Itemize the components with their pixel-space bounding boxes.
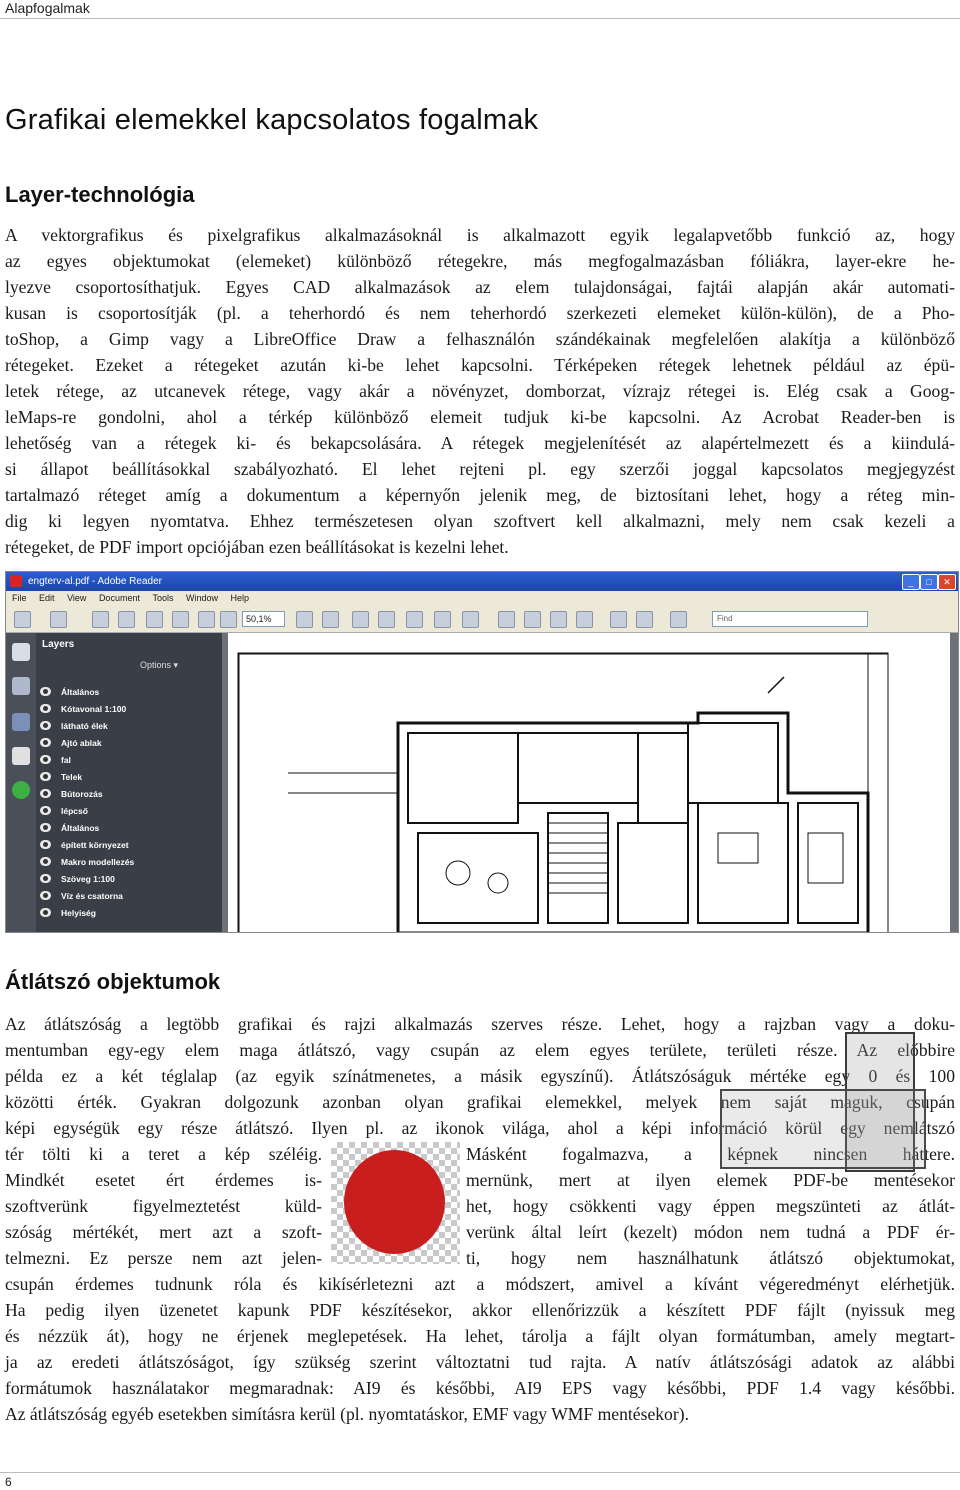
marquee-zoom-icon[interactable] [172,611,189,628]
fit-page-icon[interactable] [322,611,339,628]
text-line: si állapot beállításokkal szabályozható. El lehet rejteni pl. egy szerzői joggal kapcsolatos megjegyzést [5,459,955,479]
find-input[interactable]: Find [712,611,868,627]
layers-panel [36,633,222,933]
menu-window[interactable]: Window [186,593,219,603]
text-line: az egyes objektumokat (elemeket) különböző rétegekre, más megfogalmazásban fóliákra, layer-ekre he- [5,251,955,271]
text-line: lehetőség van a rétegek ki- és bekapcsolására. A rétegek megjelenítését az alapértelmezett és a kiindulá- [5,433,955,453]
loupe-icon[interactable] [378,611,395,628]
maximize-icon[interactable]: □ [920,574,938,590]
text-line: Az átlátszóság a legtöbb grafikai és rajzi alkalmazás szerves része. Lehet, hogy a rajzban vagy a doku- [5,1014,955,1034]
transparent-rectangle-solid [720,1089,926,1169]
text-line: formátumok használatakor megmaradnak: AI9 és későbbi, AI9 EPS vagy későbbi, PDF 1.4 vagy későbbi. [5,1378,955,1398]
menu-file[interactable]: File [12,593,27,603]
eye-icon[interactable] [40,857,51,866]
layer-item[interactable]: épített környezet [40,838,129,853]
menu-view[interactable]: View [67,593,87,603]
menu-document[interactable]: Document [98,593,140,603]
text-line: dig ki legyen nyomtatva. Ehhez természetesen olyan szoftvert kell alkalmazni, mely nem csak kezeli a [5,511,955,531]
text-line: telmezni. Ez persze nem azt jelen- [5,1248,322,1268]
layer-item[interactable]: Makro modellezés [40,855,134,870]
layer-item[interactable]: Víz és csatorna [40,889,123,904]
text-line: képi egységük egy része átlátszó. Ilyen pl. az ikonok világa, ahol a képi információ körül egy nemlátszó [5,1118,955,1138]
attachments-icon[interactable] [12,713,30,731]
read-mode-icon[interactable] [610,611,627,628]
transparent-icon-illustration [331,1142,460,1264]
menu-tools[interactable]: Tools [152,593,174,603]
text-line: csupán érdemes tudnunk róla és kikísérletezni azt a módszert, amivel a kívánt végeredményt elérhetjük. [5,1274,955,1294]
text-line: tartalmazó réteget amíg a dokumentum a képernyőn jelenik meg, de biztosítani lehet, hogy a réteg min- [5,485,955,505]
layer-item[interactable]: Szöveg 1:100 [40,872,115,887]
eye-icon[interactable] [40,755,51,764]
fit-width-icon[interactable] [296,611,313,628]
rotate-icon[interactable] [352,611,369,628]
header-divider [0,18,960,19]
section-title-layer: Layer-technológia [5,182,195,207]
layer-item[interactable]: Ajtó ablak [40,736,102,751]
navigation-pane-icons [6,633,36,933]
signatures-icon[interactable] [12,747,30,765]
zoom-in-icon[interactable] [146,611,163,628]
zoom-field[interactable]: 50,1% [242,611,285,627]
window-title: engterv-al.pdf - Adobe Reader [28,576,162,587]
layer-item[interactable]: Általános [40,685,99,700]
hand-icon[interactable] [118,611,135,628]
text-line: lyezve csoportosíthatjuk. Egyes CAD alkalmazások az elem tulajdonságai, fajtái alapján akár automati- [5,277,955,297]
floor-plan-page [228,633,950,933]
chapter-title: Grafikai elemekkel kapcsolatos fogalmak [5,104,539,136]
text-line: ti, hogy nem használhatunk átlátszó objektumokat, [466,1248,955,1268]
running-header: Alapfogalmak [5,0,90,16]
text-line: leMaps-re gondolni, ahol a térkép különböző elemeit tudjuk ki-be kapcsolni. Az Acrobat Reader-ben is [5,407,955,427]
layer-item[interactable]: Általános [40,821,99,836]
footer-divider [0,1472,960,1473]
text-line: Az átlátszóság egyéb esetekben simításra kerül (pl. nyomtatáskor, EMF vagy WMF mentésekor). [5,1404,689,1424]
comment-icon[interactable] [462,611,479,628]
menu-bar [6,591,958,606]
eye-icon[interactable] [40,721,51,730]
text-line: kusan is csoportosítják (pl. a teherhordó és nem teherhordó szerkezeti elemeket külön-külön), de a Pho- [5,303,955,323]
layer-item[interactable]: lépcső [40,804,88,819]
continuous-facing-icon[interactable] [576,611,593,628]
text-line: rétegeket. Ezeket a rétegeket azután ki-be lehet kapcsolni. Térképeken rétegek lehetnek például az épü- [5,355,955,375]
menu-edit[interactable]: Edit [39,593,55,603]
menu-help[interactable]: Help [230,593,250,603]
text-line: het, hogy csökkenti vagy éppen megszünteti az átlát- [466,1196,955,1216]
eye-icon[interactable] [40,823,51,832]
layers-panel-title: Layers [42,639,75,650]
single-page-icon[interactable] [498,611,515,628]
print-icon[interactable] [14,611,31,628]
text-line: Másként fogalmazva, a képnek nincsen háttere. [466,1144,955,1164]
close-icon[interactable]: ✕ [938,574,956,590]
layers-icon[interactable] [12,677,30,695]
text-line: mentumban egy-egy elem maga átlátszó, vagy csupán az elem egyes területe, területi része. Az előbbire [5,1040,955,1060]
eye-icon[interactable] [40,687,51,696]
zoom-out-icon[interactable] [198,611,215,628]
eye-icon[interactable] [40,908,51,917]
text-line: közötti érték. Gyakran dolgozunk azonban olyan grafikai elemekkel, melyek nem saját maguk, csupán [5,1092,955,1112]
layer-item[interactable]: Telek [40,770,82,785]
text-line: verünk által leírt (kezelt) módon nem tudná a PDF ér- [466,1222,955,1242]
continuous-icon[interactable] [524,611,541,628]
eye-icon[interactable] [40,772,51,781]
text-line: Ha pedig ilyen üzenetet kapunk PDF készítésekor, akkor ellenőrizzük a készített PDF fájlt (nyissuk meg [5,1300,955,1320]
text-line: Mindkét esetet ért érdemes is- [5,1170,322,1190]
snapshot-icon[interactable] [434,611,451,628]
text-line: ja az eredeti átlátszóságot, így szükség szerint változtatni tud rajta. A natív átlátszósági adatok az alábbi [5,1352,955,1372]
minimize-icon[interactable]: _ [902,574,920,590]
help-icon-green[interactable] [12,781,30,799]
eye-icon[interactable] [40,840,51,849]
eye-icon[interactable] [40,704,51,713]
layer-item[interactable]: Helyiség [40,906,96,921]
text-line: tér tölti ki a teret a kép széléig. [5,1144,322,1164]
eye-icon[interactable] [40,874,51,883]
adobe-reader-screenshot [5,571,959,933]
pan-zoom-icon[interactable] [406,611,423,628]
edit-icon[interactable] [50,611,67,628]
text-line: példa ez a két téglalap (az egyik színátmenetes, a másik egyszínű). Átlátszóságuk mértéke egy 0 és 100 [5,1066,955,1086]
eye-icon[interactable] [40,806,51,815]
text-line: szóság mértékét, mert azt a szoft- [5,1222,322,1242]
layer-item[interactable]: fal [40,753,71,768]
zoom-plus-icon[interactable] [220,611,237,628]
text-line: rétegeket, de PDF import opciójában ezen beállításokat is kezelni lehet. [5,537,509,557]
eye-icon[interactable] [40,789,51,798]
help-icon[interactable] [670,611,687,628]
text-line: A vektorgrafikus és pixelgrafikus alkalmazásoknál is alkalmazott egyik legalapvetőbb funkció az, hogy [5,225,955,245]
text-line: letek rétege, az utcanevek rétege, vagy akár a növényzet, domborzat, vízrajz rétegei is. Elég csak a Goog- [5,381,955,401]
left-column-text [5,1141,322,1271]
layer-item[interactable]: Bútorozás [40,787,103,802]
section-layer-paragraph [5,222,955,560]
eye-icon[interactable] [40,891,51,900]
text-line: toShop, a Gimp vagy a LibreOffice Draw a felhasználón szándékainak megfelelően alakítja a különböző [5,329,955,349]
document-area[interactable] [222,633,958,933]
window-titlebar [6,572,958,591]
select-icon[interactable] [92,611,109,628]
facing-icon[interactable] [550,611,567,628]
text-line: és nézzük át), hogy ne érjenek meglepetések. Ha lehet, tárolja a fájlt olyan formátumban, amely megtart- [5,1326,955,1346]
text-line: mernünk, mert at ilyen elemek PDF-be mentésekor [466,1170,955,1190]
toolbar [6,606,958,633]
text-line: szoftverünk figyelmeztetést küld- [5,1196,322,1216]
full-screen-icon[interactable] [636,611,653,628]
layer-item[interactable]: Kótavonal 1:100 [40,702,126,717]
page-number: 6 [5,1475,12,1489]
pages-icon[interactable] [12,643,30,661]
eye-icon[interactable] [40,738,51,747]
options-menu[interactable]: Options ▾ [140,660,179,670]
layer-item[interactable]: látható élek [40,719,108,734]
adobe-reader-icon [10,575,22,587]
red-circle-image [344,1150,445,1254]
floor-plan-drawing [228,633,950,933]
section-transparent-paragraph-bottom [5,1271,955,1427]
section-title-transparent: Átlátszó objektumok [5,969,221,994]
